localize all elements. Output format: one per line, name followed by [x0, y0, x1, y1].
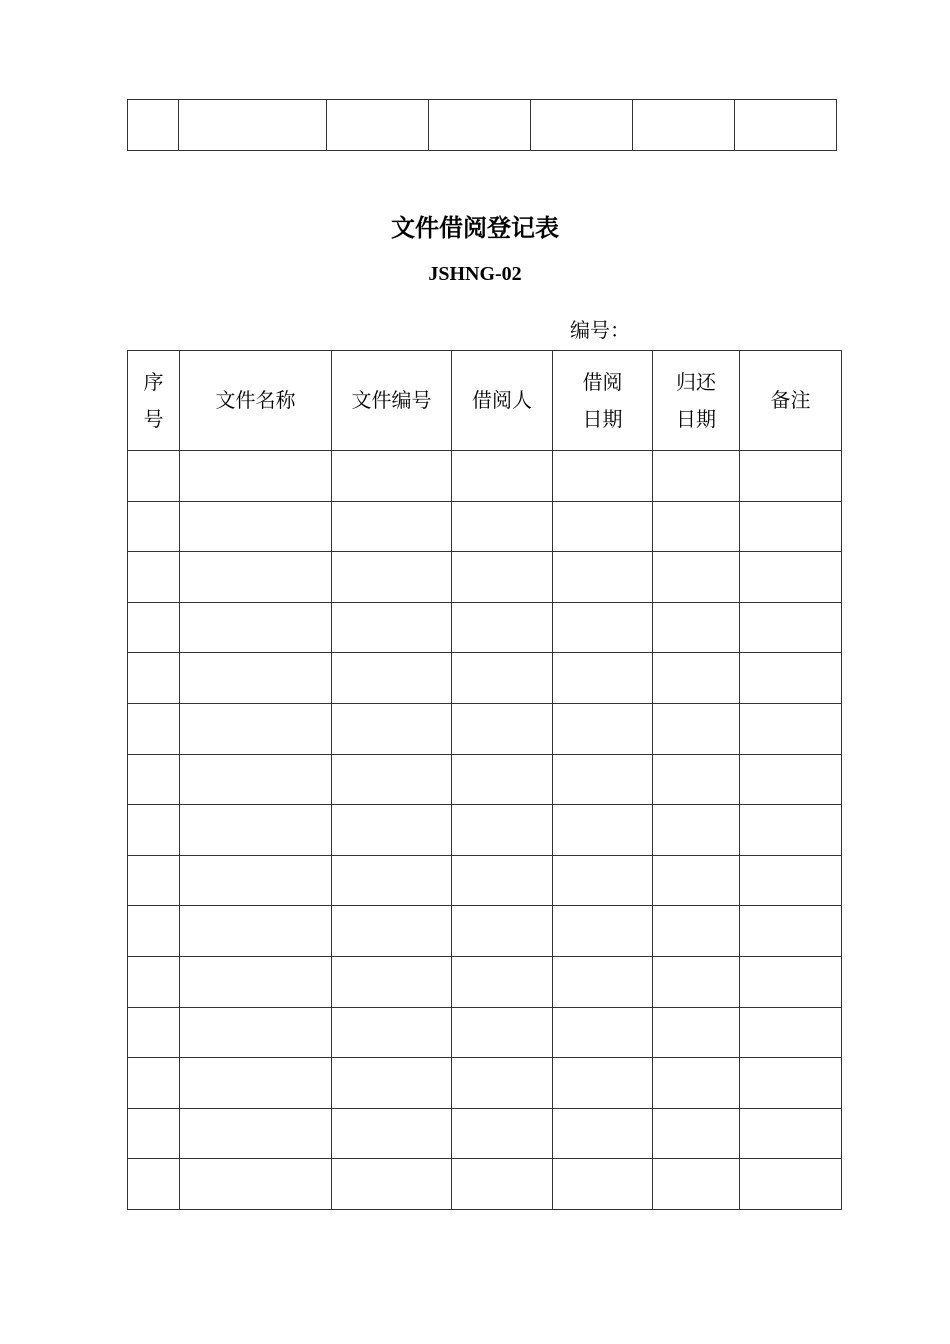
table-cell[interactable]	[180, 653, 332, 704]
table-cell[interactable]	[128, 1058, 180, 1109]
table-cell[interactable]	[553, 906, 653, 957]
table-cell[interactable]	[128, 906, 180, 957]
table-row	[128, 906, 842, 957]
table-cell[interactable]	[128, 805, 180, 856]
table-cell[interactable]	[128, 754, 180, 805]
table-cell[interactable]	[653, 855, 740, 906]
table-cell[interactable]	[180, 1159, 332, 1210]
table-cell[interactable]	[180, 855, 332, 906]
table-row	[128, 703, 842, 754]
table-cell[interactable]	[553, 552, 653, 603]
table-cell[interactable]	[332, 703, 452, 754]
table-cell[interactable]	[332, 1058, 452, 1109]
table-cell[interactable]	[128, 956, 180, 1007]
table-cell[interactable]	[740, 956, 842, 1007]
table-cell[interactable]	[653, 552, 740, 603]
table-cell[interactable]	[180, 602, 332, 653]
borrow-register-table	[127, 350, 842, 1210]
table-row	[128, 552, 842, 603]
header-borrow-date: 借阅 日期	[553, 351, 653, 451]
header-borrower: 借阅人	[452, 351, 553, 451]
table-cell[interactable]	[332, 602, 452, 653]
table-cell[interactable]	[740, 906, 842, 957]
table-cell[interactable]	[553, 703, 653, 754]
table-cell[interactable]	[740, 653, 842, 704]
table-cell[interactable]	[452, 1007, 553, 1058]
table-row	[128, 956, 842, 1007]
table-cell[interactable]	[180, 805, 332, 856]
table-cell[interactable]	[128, 451, 180, 502]
header-return-date: 归还 日期	[653, 351, 740, 451]
table-cell[interactable]	[740, 451, 842, 502]
table-cell[interactable]	[740, 805, 842, 856]
table-cell[interactable]	[332, 1007, 452, 1058]
table-cell[interactable]	[128, 1007, 180, 1058]
table-cell[interactable]	[332, 906, 452, 957]
table-cell[interactable]	[553, 956, 653, 1007]
table-cell[interactable]	[653, 1108, 740, 1159]
serial-number-label: 编号：	[570, 318, 630, 342]
table-cell[interactable]	[452, 602, 553, 653]
table-cell[interactable]	[180, 501, 332, 552]
table-cell[interactable]	[332, 855, 452, 906]
table-row	[128, 1159, 842, 1210]
table-cell[interactable]	[180, 552, 332, 603]
table-cell[interactable]	[740, 552, 842, 603]
table-cell[interactable]	[452, 501, 553, 552]
table-cell[interactable]	[740, 754, 842, 805]
page-title: 文件借阅登记表	[391, 214, 559, 242]
table-cell[interactable]	[180, 956, 332, 1007]
table-cell[interactable]	[452, 1159, 553, 1210]
table-cell[interactable]	[332, 1159, 452, 1210]
table-cell[interactable]	[327, 100, 429, 151]
table-cell[interactable]	[553, 1108, 653, 1159]
header-file-name: 文件名称	[180, 351, 332, 451]
table-cell[interactable]	[429, 100, 531, 151]
table-cell[interactable]	[740, 501, 842, 552]
table-cell[interactable]	[180, 906, 332, 957]
table-cell[interactable]	[553, 855, 653, 906]
table-header-row	[128, 351, 842, 451]
table-row	[128, 653, 842, 704]
table-row	[128, 1108, 842, 1159]
table-cell[interactable]	[553, 451, 653, 502]
table-cell[interactable]	[452, 703, 553, 754]
table-cell[interactable]	[653, 1159, 740, 1210]
table-cell[interactable]	[452, 552, 553, 603]
table-cell[interactable]	[653, 1007, 740, 1058]
table-cell[interactable]	[452, 451, 553, 502]
table-cell[interactable]	[452, 956, 553, 1007]
table-cell[interactable]	[452, 805, 553, 856]
table-cell[interactable]	[332, 552, 452, 603]
table-cell[interactable]	[128, 1159, 180, 1210]
table-cell[interactable]	[740, 1159, 842, 1210]
table-row	[128, 1007, 842, 1058]
table-cell[interactable]	[128, 602, 180, 653]
table-cell[interactable]	[553, 1007, 653, 1058]
table-cell[interactable]	[531, 100, 633, 151]
table-cell[interactable]	[179, 100, 327, 151]
table-cell[interactable]	[332, 754, 452, 805]
table-cell[interactable]	[128, 100, 179, 151]
table-cell[interactable]	[452, 653, 553, 704]
table-cell[interactable]	[180, 703, 332, 754]
table-cell[interactable]	[653, 1058, 740, 1109]
table-cell[interactable]	[332, 501, 452, 552]
table-cell[interactable]	[452, 906, 553, 957]
previous-page-table-fragment	[127, 99, 837, 151]
table-row	[128, 805, 842, 856]
table-cell[interactable]	[128, 855, 180, 906]
table-cell[interactable]	[452, 754, 553, 805]
table-cell[interactable]	[452, 1058, 553, 1109]
table-cell[interactable]	[180, 451, 332, 502]
table-row	[128, 451, 842, 502]
table-cell[interactable]	[653, 602, 740, 653]
form-code: JSHNG-02	[428, 263, 522, 285]
table-cell[interactable]	[332, 805, 452, 856]
table-cell[interactable]	[740, 1007, 842, 1058]
table-cell[interactable]	[553, 501, 653, 552]
table-cell[interactable]	[653, 653, 740, 704]
table-cell[interactable]	[553, 805, 653, 856]
table-cell[interactable]	[332, 653, 452, 704]
table-cell[interactable]	[653, 754, 740, 805]
header-remarks: 备注	[740, 351, 842, 451]
table-cell[interactable]	[653, 451, 740, 502]
table-cell[interactable]	[653, 956, 740, 1007]
table-cell[interactable]	[128, 703, 180, 754]
table-cell[interactable]	[128, 501, 180, 552]
table-cell[interactable]	[180, 754, 332, 805]
table-cell[interactable]	[452, 1108, 553, 1159]
table-cell[interactable]	[740, 602, 842, 653]
table-cell[interactable]	[740, 703, 842, 754]
table-cell[interactable]	[740, 855, 842, 906]
table-row	[128, 1058, 842, 1109]
table-cell[interactable]	[633, 100, 735, 151]
table-row	[128, 602, 842, 653]
table-row	[128, 501, 842, 552]
table-cell[interactable]	[332, 1108, 452, 1159]
table-cell[interactable]	[740, 1108, 842, 1159]
header-seq: 序 号	[128, 351, 180, 451]
table-row	[128, 100, 837, 151]
table-cell[interactable]	[180, 1007, 332, 1058]
table-cell[interactable]	[452, 855, 553, 906]
table-cell[interactable]	[553, 602, 653, 653]
table-cell[interactable]	[653, 805, 740, 856]
table-cell[interactable]	[553, 754, 653, 805]
table-cell[interactable]	[180, 1058, 332, 1109]
table-cell[interactable]	[332, 451, 452, 502]
table-cell[interactable]	[128, 653, 180, 704]
table-cell[interactable]	[653, 703, 740, 754]
table-cell[interactable]	[128, 1108, 180, 1159]
table-cell[interactable]	[735, 100, 837, 151]
table-cell[interactable]	[553, 1058, 653, 1109]
table-row	[128, 754, 842, 805]
table-cell[interactable]	[653, 501, 740, 552]
table-cell[interactable]	[128, 552, 180, 603]
table-cell[interactable]	[332, 956, 452, 1007]
table-cell[interactable]	[653, 906, 740, 957]
header-file-number: 文件编号	[332, 351, 452, 451]
table-cell[interactable]	[553, 653, 653, 704]
table-row	[128, 855, 842, 906]
table-cell[interactable]	[553, 1159, 653, 1210]
table-cell[interactable]	[740, 1058, 842, 1109]
table-cell[interactable]	[180, 1108, 332, 1159]
